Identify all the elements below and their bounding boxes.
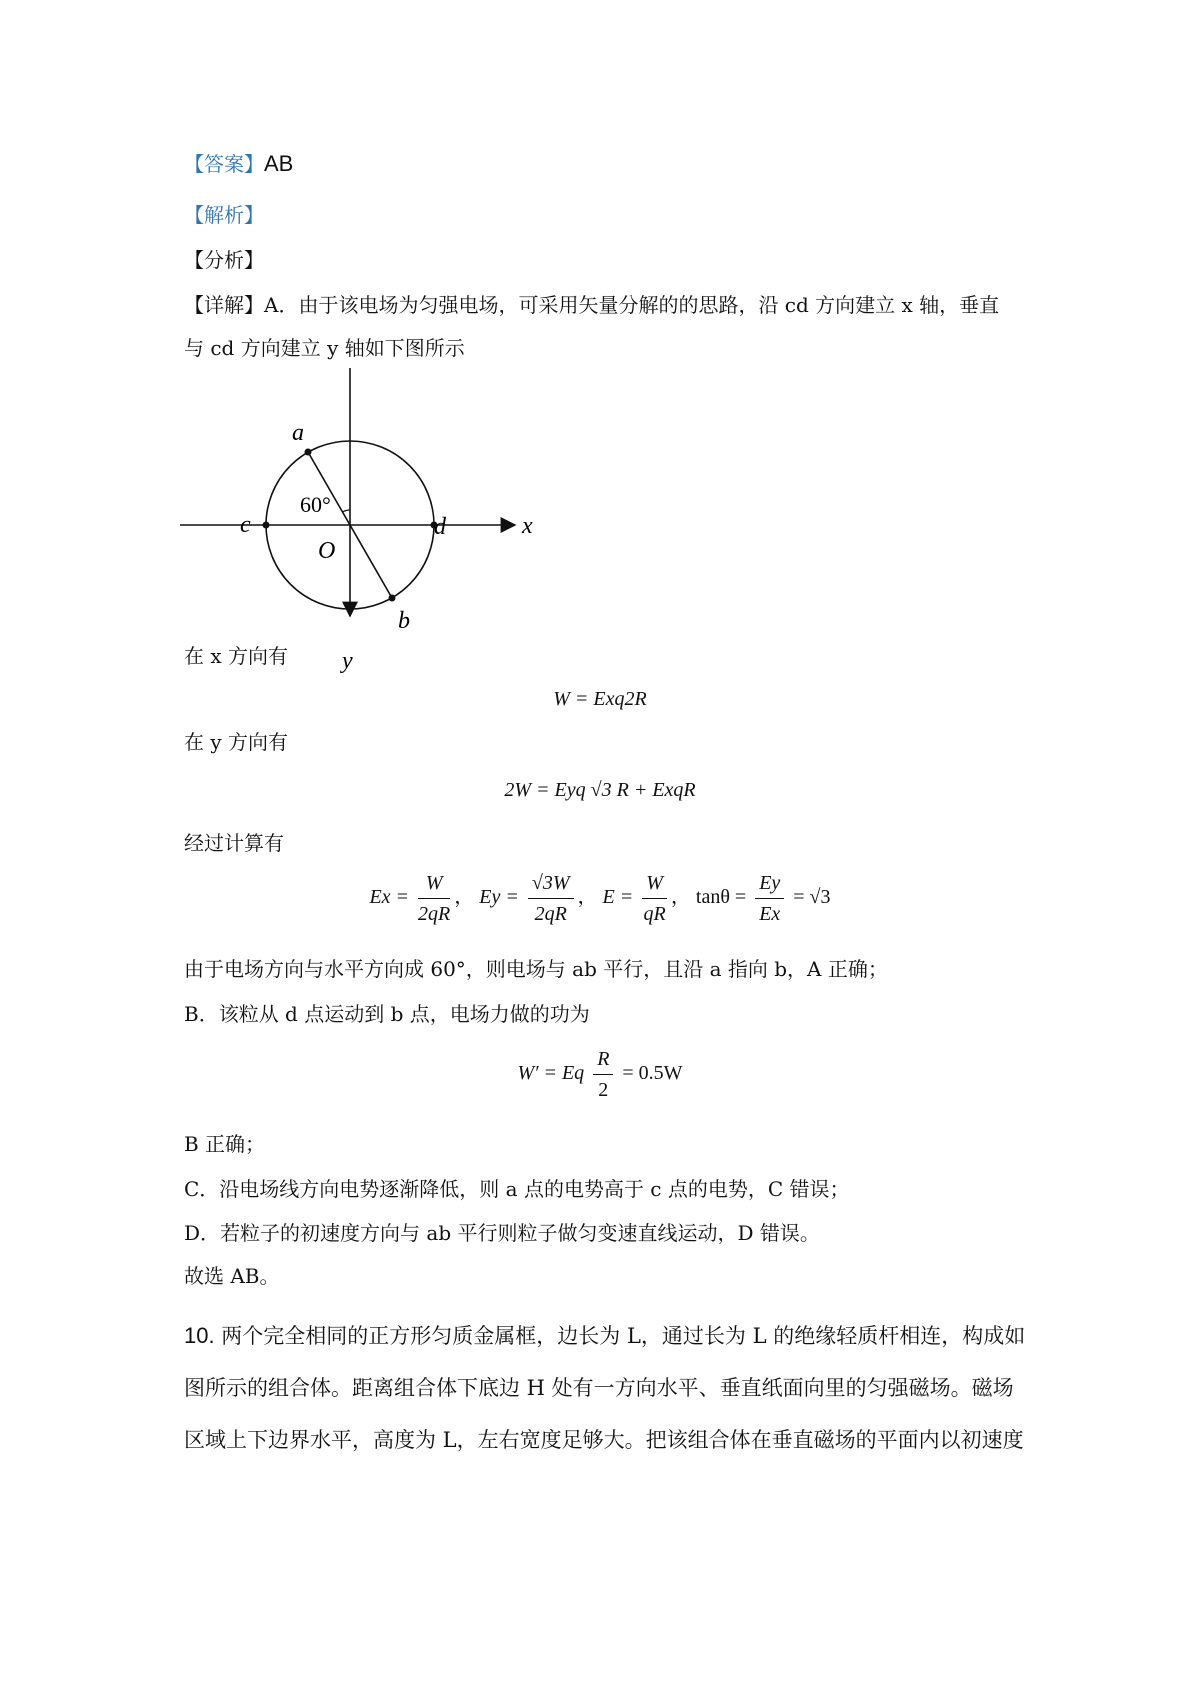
label-a: a: [292, 420, 304, 446]
equation-4: [0, 1044, 1200, 1105]
answer-line: [184, 150, 293, 178]
ex-den: 2qR: [418, 903, 451, 925]
ey-fraction: [528, 868, 574, 929]
tan-num: Ey: [759, 872, 781, 894]
ex-num: W: [425, 872, 443, 894]
question-line-3: 区域上下边界水平，高度为 L，左右宽度足够大。把该组合体在垂直磁场的平面内以初速度: [184, 1428, 1024, 1452]
tan-den: Ex: [759, 903, 781, 925]
fenxi-tag: 【分析】: [184, 248, 264, 272]
eq4-num: R: [597, 1048, 610, 1070]
question-line-1: 两个完全相同的正方形匀质金属框，边长为 L，通过长为 L 的绝缘轻质杆相连，构成如: [221, 1324, 1026, 1348]
question-line-2: 图所示的组合体。距离组合体下底边 H 处有一方向水平、垂直纸面向里的匀强磁场。磁场: [184, 1376, 1014, 1400]
question-number: 10.: [184, 1323, 215, 1348]
equation-2: 2W = Eyq √3 R + ExqR: [504, 779, 696, 801]
e-den: qR: [643, 903, 666, 925]
angle-arc: [343, 510, 351, 512]
ey-lhs: Ey =: [479, 886, 519, 909]
calc-text: 经过计算有: [184, 831, 284, 855]
b-correct: B 正确；: [184, 1132, 266, 1156]
e-fraction: [642, 868, 667, 929]
eq4-rhs: = 0.5W: [622, 1062, 683, 1085]
analysis-tag: 【解析】: [184, 203, 264, 227]
tan-rhs: = √3: [793, 886, 831, 909]
answer-value: AB: [264, 151, 294, 176]
ex-fraction: [418, 868, 450, 929]
label-b: b: [398, 608, 410, 634]
c-line: C．沿电场线方向电势逐渐降低，则 a 点的电势高于 c 点的电势，C 错误；: [184, 1177, 850, 1201]
e-num: W: [646, 872, 663, 894]
point-a: [305, 449, 312, 456]
point-c: [263, 522, 270, 529]
choose-line: 故选 AB。: [184, 1264, 280, 1288]
eq4-den: 2: [598, 1079, 609, 1101]
equation-1: W = Exq2R: [553, 688, 647, 710]
detail-line-1: 【详解】A．由于该电场为匀强电场，可采用矢量分解的的思路，沿 cd 方向建立 x 轴，垂直: [184, 293, 1000, 317]
e-lhs: E =: [602, 886, 634, 909]
tan-lhs: tanθ =: [695, 886, 747, 909]
point-b: [389, 595, 396, 602]
equation-3: Ex = $\frac{W}{2qR}$ ， Ey = $\frac{√3W}{2qR}$ ， E = $\frac{W}{qR}$ ， tanθ = $\frac{Ey}{Ex}$ = √3: [0, 868, 1200, 929]
circle-diagram: [170, 368, 550, 678]
question-10: [184, 1310, 1034, 1466]
ey-num: √3W: [531, 872, 570, 894]
ex-lhs: Ex =: [369, 886, 410, 909]
eq4-lhs: W′ = Eq: [517, 1062, 585, 1085]
x-direction-text: 在 x 方向有: [184, 644, 288, 668]
detail-line-2: 与 cd 方向建立 y 轴如下图所示: [184, 336, 465, 360]
d-line: D．若粒子的初速度方向与 ab 平行则粒子做匀变速直线运动，D 错误。: [184, 1221, 820, 1245]
b-intro: B．该粒从 d 点运动到 b 点，电场力做的功为: [184, 1002, 590, 1026]
tan-fraction: [755, 868, 784, 929]
label-d: d: [434, 514, 446, 540]
ey-den: 2qR: [534, 903, 567, 925]
label-x: x: [522, 513, 533, 539]
y-direction-text: 在 y 方向有: [184, 730, 289, 754]
conclusion-a: 由于电场方向与水平方向成 60°，则电场与 ab 平行，且沿 a 指向 b，A 正确；: [184, 957, 888, 981]
label-c: c: [240, 512, 251, 538]
label-origin: O: [318, 538, 336, 564]
eq4-fraction: [593, 1044, 613, 1105]
label-angle: 60°: [300, 492, 331, 517]
answer-tag: 【答案】: [184, 152, 264, 176]
label-y: y: [342, 648, 353, 674]
